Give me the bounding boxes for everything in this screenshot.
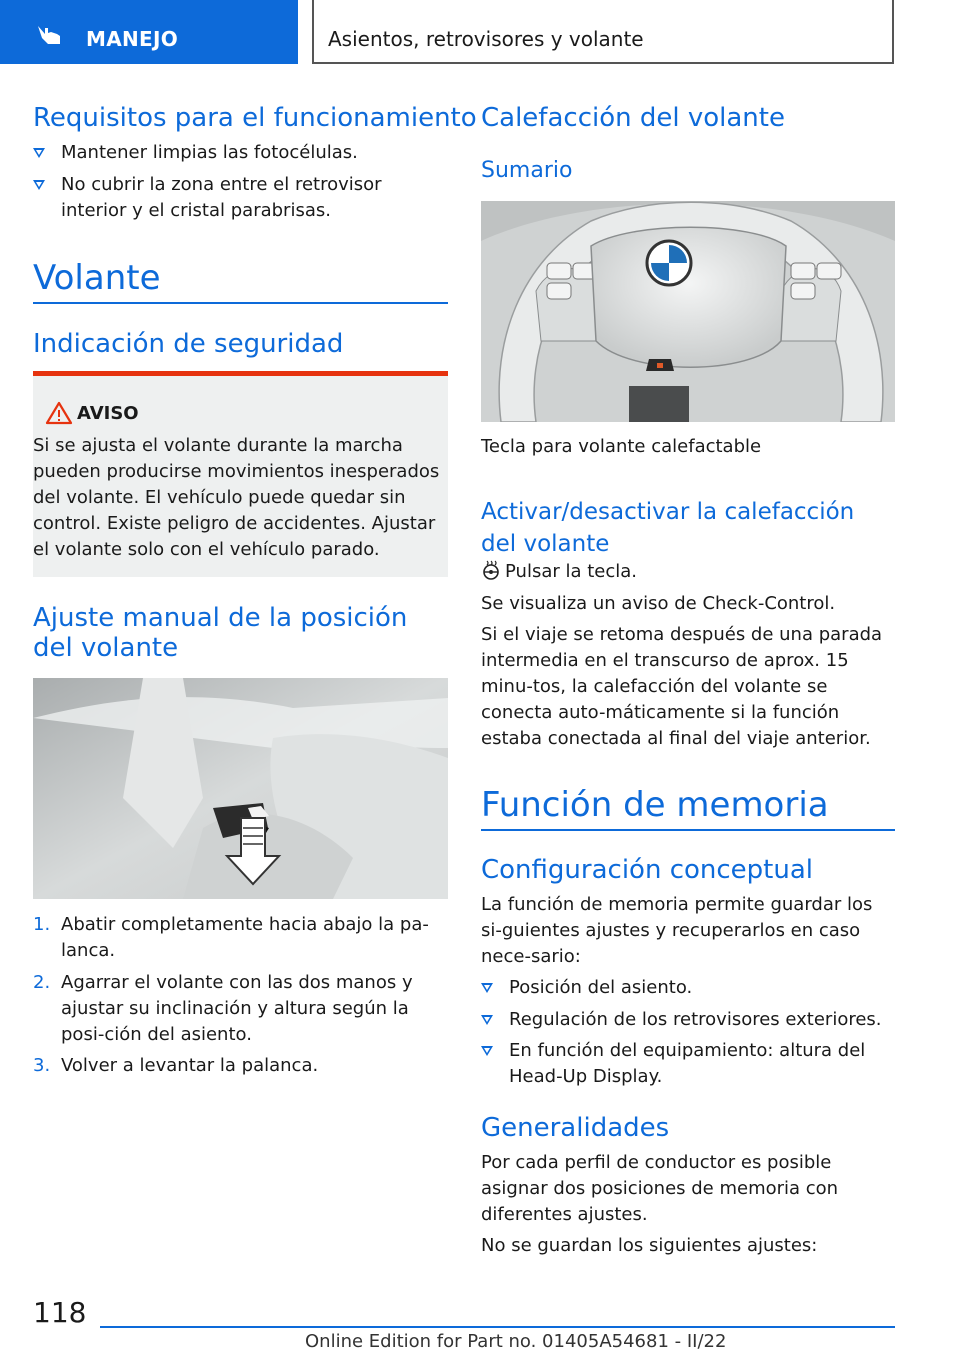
chapter-title-box [312,0,894,64]
no-guardan-text: No se guardan los siguientes ajustes: [481,1235,818,1256]
triangle-bullet-icon [481,983,493,993]
config-text: La función de memoria permite guardar los si-guientes ajustes y recuperarlos en caso nece-sario: [481,894,873,967]
ajuste-heading: Ajuste manual de la posición del volante [33,603,408,663]
pulsar-instruction: Pulsar la tecla. [481,559,896,585]
triangle-bullet-icon [33,180,45,190]
volante-heading: Volante [33,258,161,298]
heading-rule [481,829,895,831]
warning-triangle-icon [45,401,73,425]
generalidades-heading: Generalidades [481,1113,670,1143]
requisitos-heading: Requisitos para el funcionamiento [33,103,477,133]
list-item: Regulación de los retrovisores exteriores. [481,1007,896,1033]
section-label: MANEJO [86,27,179,51]
warning-box [33,371,448,577]
figure-caption: Tecla para volante calefactable [481,436,762,457]
section-tab [0,0,298,64]
memoria-heading: Función de memoria [481,785,829,825]
step-item: 2. Agarrar el volante con las dos manos y ajustar su inclinación y altura según la posi-ción del asiento. [33,972,413,1045]
activar-heading: Activar/desactivar la calefacción del volante [481,499,855,557]
list-item: Mantener limpias las fotocélulas. [33,140,448,166]
page-number: 118 [33,1296,87,1329]
heading-rule [33,302,448,304]
edition-footer: Online Edition for Part no. 01405A54681 - II/22 [305,1331,727,1352]
step-item: 3. Volver a levantar la palanca. [33,1055,319,1076]
heated-steering-wheel-icon [481,560,501,580]
warning-title: AVISO [77,403,139,424]
list-item: No cubrir la zona entre el retrovisor interior y el cristal parabrisas. [33,172,448,224]
triangle-bullet-icon [481,1046,493,1056]
configuracion-heading: Configuración conceptual [481,855,813,885]
triangle-bullet-icon [481,1015,493,1025]
step-item: 1. Abatir completamente hacia abajo la pa-lanca. [33,914,429,961]
check-control-text: Se visualiza un aviso de Check-Control. [481,593,836,614]
list-item: Posición del asiento. [481,975,896,1001]
hand-pointer-icon [36,22,64,46]
seguridad-heading: Indicación de seguridad [33,329,344,359]
calefaccion-heading: Calefacción del volante [481,103,785,133]
steering-wheel-illustration [481,201,895,422]
chapter-title: Asientos, retrovisores y volante [328,27,644,51]
viaje-text: Si el viaje se retoma después de una parada intermedia en el transcurso de aprox. 15 minu-tos, la calefacción del volante se conecta auto-máticamente si la función estaba conectada al final del viaje anterior. [481,624,883,749]
footer-rule [100,1326,895,1328]
sumario-heading: Sumario [481,158,573,183]
steering-column-illustration [33,678,448,899]
steering-wheel-figure [481,201,895,422]
warning-text: Si se ajusta el volante durante la marcha pueden producirse movimientos inesperados del volante. El vehículo puede quedar sin control. Existe peligro de accidentes. Ajustar el volante solo con el vehículo parado. [33,435,440,560]
list-item: En función del equipamiento: altura del Head-Up Display. [481,1038,896,1090]
steering-lever-figure [33,678,448,899]
triangle-bullet-icon [33,148,45,158]
generalidades-text: Por cada perfil de conductor es posible asignar dos posiciones de memoria con diferentes ajustes. [481,1152,839,1225]
